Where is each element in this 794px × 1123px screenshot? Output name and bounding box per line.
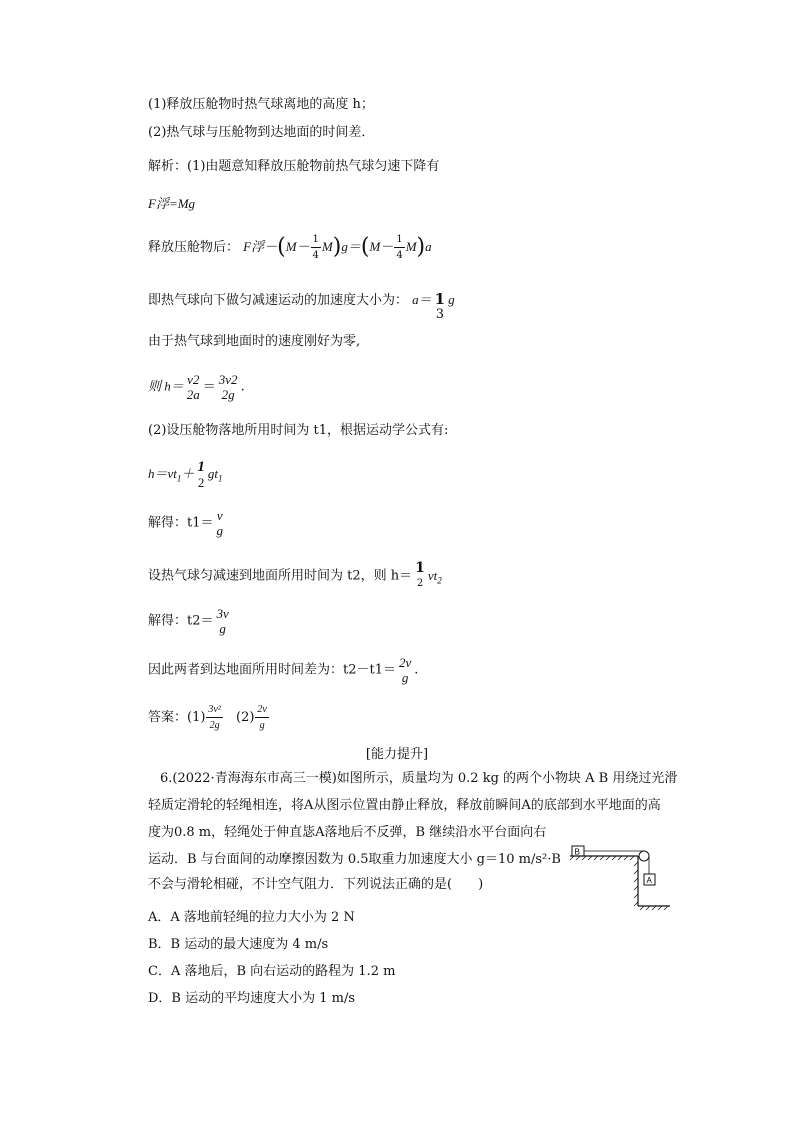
problem-6-line5: 不会与滑轮相碰，不计空气阻力．下列说法正确的是( ): [148, 877, 484, 892]
height-formula: 则 h＝ v2 2a ＝ 3v2 2g .: [148, 372, 245, 402]
block-b-label: B: [574, 847, 580, 857]
question-1: (1)释放压舱物时热气球离地的高度 h；: [148, 97, 374, 112]
option-d: D．B 运动的平均速度大小为 1 m/s: [148, 991, 356, 1006]
problem-6-line1: 6.(2022·青海海东市高三一模)如图所示，质量均为 0.2 kg 的两个小物块 A B 用绕过光滑: [160, 771, 678, 786]
equation-buoyancy: F浮=Mg: [148, 196, 196, 211]
solve2-text: 解得：t2＝: [148, 613, 214, 629]
equation-after-release: 释放压舱物后： F浮－(M－ $\frac{1}{4}$ M)g＝(M－ $\frac{1}{4}$ M)a: [148, 234, 432, 261]
option-c: C．A 落地后，B 向右运动的路程为 1.2 m: [148, 964, 396, 979]
question-2: (2)热气球与压舱物到达地面的时间差．: [148, 125, 375, 140]
section-title: [能力提升]: [365, 747, 429, 762]
speed-zero-line: 由于热气球到地面时的速度刚好为零,: [148, 334, 361, 349]
acceleration-text: 即热气球向下做匀减速运动的加速度大小为：: [148, 293, 409, 308]
kinematics-equation: $h=vt_1+$ 1 2 $gt_1$: [148, 459, 223, 490]
option-a: A．A 落地前轻绳的拉力大小为 2 N: [148, 910, 355, 925]
answer-2-label: (2): [236, 710, 255, 725]
diff-text: 因此两者到达地面所用时间差为：t2－t1＝: [148, 662, 396, 678]
part2-line: (2)设压舱物落地所用时间为 t1，根据运动学公式有:: [148, 423, 449, 438]
block-a-label: A: [646, 876, 652, 885]
t2-text: 设热气球匀减速到地面所用时间为 t2，则 h＝: [148, 568, 413, 584]
time-difference-line: 因此两者到达地面所用时间差为：t2－t1＝ 2v g .: [148, 655, 419, 685]
solve1-text: 解得：t1＝: [148, 515, 214, 531]
answer-line: 答案：(1) $\frac{\text{3v²}}{2g}$ (2) $\frac{2v}{g}$: [148, 704, 267, 731]
t2-line: 设热气球匀减速到地面所用时间为 t2，则 h＝ 1 2 $vt_2$: [148, 560, 442, 589]
pulley-figure: [566, 840, 672, 912]
then-text: 则 h＝: [148, 378, 184, 394]
problem-6-line3: 度为0.8 m，轻绳处于伸直毖A落地后不反弹，B 继续沿水平台面向右: [148, 825, 547, 840]
problem-6-line2: 轻质定滑轮的轻绳相连，将A从图示位置由静止释放，释放前瞬间A的底部到水平地面的高: [148, 798, 661, 813]
eq2-mid: g＝: [341, 239, 361, 254]
eq2-left: F浮－: [243, 239, 278, 254]
solve-t1: 解得：t1＝ v g: [148, 508, 223, 538]
solution-intro: 解析：(1)由题意知释放压舱物前热气球匀速下降有: [148, 159, 440, 174]
problem-6-line4: 运动．B 与台面间的动摩擦因数为 0.5取重力加速度大小 g＝10 m/s²·B: [148, 852, 561, 867]
solve-t2: 解得：t2＝ 3v g: [148, 606, 229, 636]
acceleration-line: 即热气球向下做匀减速运动的加速度大小为： a＝ 1 3 g: [148, 290, 455, 322]
after-label: 释放压舱物后：: [148, 240, 240, 255]
option-b: B．B 运动的最大速度为 4 m/s: [148, 937, 329, 952]
answer-label: 答案：(1): [148, 710, 206, 725]
